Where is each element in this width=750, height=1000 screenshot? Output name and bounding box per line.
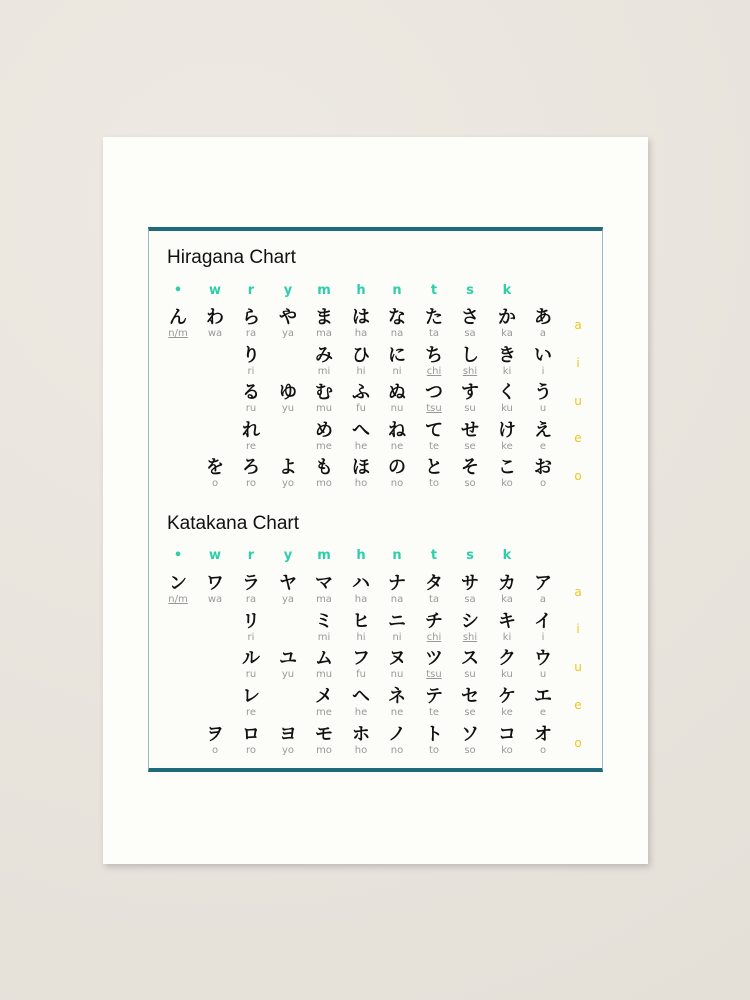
- kana-character: れ: [242, 420, 260, 441]
- kana-character: セ: [461, 686, 479, 707]
- kana-character: ま: [315, 307, 333, 328]
- kana-character: ち: [425, 345, 443, 366]
- romaji-label: se: [464, 707, 476, 718]
- romaji-label: yu: [281, 669, 295, 680]
- romaji-label: ra: [245, 594, 257, 605]
- romaji-label: i: [541, 632, 545, 643]
- romaji-label: o: [539, 745, 547, 756]
- romaji-label: ke: [501, 441, 513, 452]
- romaji-label: ma: [316, 594, 332, 605]
- kana-character: ひ: [352, 345, 370, 366]
- romaji-label: ha: [354, 328, 368, 339]
- vowel-label: u: [574, 660, 582, 674]
- romaji-label: ni: [392, 366, 402, 377]
- kana-character: あ: [534, 307, 552, 328]
- kana-character: え: [534, 420, 552, 441]
- kana-character: ゆ: [279, 382, 297, 403]
- romaji-label: ri: [247, 632, 255, 643]
- kana-character: め: [315, 420, 333, 441]
- romaji-label: to: [428, 745, 440, 756]
- kana-character: モ: [315, 724, 333, 745]
- romaji-label: re: [245, 441, 257, 452]
- kana-character: イ: [534, 611, 552, 632]
- kana-character: ヲ: [206, 724, 224, 745]
- kana-character: ヒ: [352, 611, 370, 632]
- kana-character: ん: [169, 307, 187, 328]
- chart-title: Katakana Chart: [167, 513, 300, 534]
- romaji-label: fu: [356, 669, 366, 680]
- romaji-label: ru: [245, 669, 257, 680]
- romaji-label: u: [539, 403, 547, 414]
- kana-character: り: [242, 345, 260, 366]
- vowel-label: e: [574, 698, 582, 712]
- vowel-label: i: [576, 622, 580, 636]
- consonant-header: n: [392, 548, 402, 563]
- consonant-header: t: [430, 548, 438, 563]
- kana-character: ニ: [388, 611, 406, 632]
- kana-character: よ: [279, 457, 297, 478]
- consonant-header: m: [317, 283, 331, 298]
- kana-character: ケ: [498, 686, 516, 707]
- kana-character: オ: [534, 724, 552, 745]
- romaji-label: chi: [426, 366, 442, 377]
- kana-character: ン: [169, 573, 187, 594]
- kana-character: ル: [242, 648, 260, 669]
- romaji-label: o: [211, 745, 219, 756]
- romaji-label: ta: [428, 594, 440, 605]
- kana-character: へ: [352, 420, 370, 441]
- romaji-label: na: [390, 328, 404, 339]
- vowel-label: e: [574, 431, 582, 445]
- kana-character: こ: [498, 457, 516, 478]
- kana-character: せ: [461, 420, 479, 441]
- consonant-header: w: [208, 283, 221, 298]
- kana-character: し: [461, 345, 479, 366]
- romaji-label: ra: [245, 328, 257, 339]
- kana-character: ワ: [206, 573, 224, 594]
- kana-character: み: [315, 345, 333, 366]
- romaji-label: tsu: [426, 669, 442, 680]
- romaji-label: re: [245, 707, 257, 718]
- kana-character: ハ: [352, 573, 370, 594]
- kana-character: ヌ: [388, 648, 406, 669]
- kana-character: ヨ: [279, 724, 297, 745]
- romaji-label: mu: [315, 403, 333, 414]
- kana-character: は: [352, 307, 370, 328]
- kana-character: チ: [425, 611, 443, 632]
- kana-character: ア: [534, 573, 552, 594]
- kana-character: タ: [425, 573, 443, 594]
- romaji-label: me: [316, 441, 332, 452]
- kana-character: か: [498, 307, 516, 328]
- romaji-label: ho: [354, 478, 368, 489]
- romaji-label: ki: [502, 632, 512, 643]
- vowel-label: a: [574, 585, 582, 599]
- kana-character: メ: [315, 686, 333, 707]
- kana-character: ヤ: [279, 573, 297, 594]
- kana-character: お: [534, 457, 552, 478]
- kana-character: す: [461, 382, 479, 403]
- consonant-header: r: [247, 283, 255, 298]
- kana-character: ネ: [388, 686, 406, 707]
- consonant-header: h: [356, 283, 366, 298]
- romaji-label: me: [316, 707, 332, 718]
- romaji-label: no: [390, 745, 404, 756]
- romaji-label: sa: [464, 328, 476, 339]
- romaji-label: a: [539, 594, 547, 605]
- romaji-label: mu: [315, 669, 333, 680]
- kana-character: カ: [498, 573, 516, 594]
- kana-character: ト: [425, 724, 443, 745]
- romaji-label: ko: [501, 745, 513, 756]
- romaji-label: o: [211, 478, 219, 489]
- kana-character: ツ: [425, 648, 443, 669]
- vowel-label: i: [576, 356, 580, 370]
- kana-character: そ: [461, 457, 479, 478]
- romaji-label: sa: [464, 594, 476, 605]
- romaji-label: nu: [390, 669, 404, 680]
- kana-character: キ: [498, 611, 516, 632]
- consonant-header: n: [392, 283, 402, 298]
- consonant-header: •: [173, 548, 183, 563]
- romaji-label: he: [354, 707, 368, 718]
- romaji-label: o: [539, 478, 547, 489]
- romaji-label: mo: [316, 745, 332, 756]
- romaji-label: na: [390, 594, 404, 605]
- kana-character: ク: [498, 648, 516, 669]
- kana-character: エ: [534, 686, 552, 707]
- romaji-label: shi: [462, 632, 478, 643]
- kana-character: や: [279, 307, 297, 328]
- consonant-header: h: [356, 548, 366, 563]
- romaji-label: ne: [390, 707, 404, 718]
- kana-character: う: [534, 382, 552, 403]
- kana-character: に: [388, 345, 406, 366]
- kana-character: ろ: [242, 457, 260, 478]
- kana-character: け: [498, 420, 516, 441]
- kana-character: さ: [461, 307, 479, 328]
- romaji-label: mi: [317, 366, 331, 377]
- romaji-label: ku: [501, 669, 513, 680]
- consonant-header: y: [283, 283, 293, 298]
- kana-character: む: [315, 382, 333, 403]
- kana-character: ノ: [388, 724, 406, 745]
- kana-character: ホ: [352, 724, 370, 745]
- romaji-label: u: [539, 669, 547, 680]
- romaji-label: mi: [317, 632, 331, 643]
- consonant-header: k: [502, 548, 512, 563]
- kana-character: き: [498, 345, 516, 366]
- romaji-label: he: [354, 441, 368, 452]
- romaji-label: su: [464, 669, 476, 680]
- romaji-label: ku: [501, 403, 513, 414]
- romaji-label: ki: [502, 366, 512, 377]
- romaji-label: yu: [281, 403, 295, 414]
- romaji-label: no: [390, 478, 404, 489]
- romaji-label: to: [428, 478, 440, 489]
- kana-character: て: [425, 420, 443, 441]
- romaji-label: ya: [281, 328, 295, 339]
- romaji-label: so: [464, 745, 476, 756]
- romaji-label: e: [539, 441, 547, 452]
- kana-character: リ: [242, 611, 260, 632]
- romaji-label: te: [428, 441, 440, 452]
- consonant-header: •: [173, 283, 183, 298]
- romaji-label: ha: [354, 594, 368, 605]
- romaji-label: ta: [428, 328, 440, 339]
- romaji-label: ro: [245, 745, 256, 756]
- kana-character: ウ: [534, 648, 552, 669]
- romaji-label: wa: [207, 594, 223, 605]
- romaji-label: ya: [281, 594, 295, 605]
- romaji-label: su: [464, 403, 476, 414]
- romaji-label: ri: [247, 366, 255, 377]
- kana-character: ぬ: [388, 382, 406, 403]
- vowel-label: u: [574, 394, 582, 408]
- romaji-label: tsu: [426, 403, 442, 414]
- romaji-label: wa: [207, 328, 223, 339]
- romaji-label: i: [541, 366, 545, 377]
- kana-character: コ: [498, 724, 516, 745]
- kana-character: く: [498, 382, 516, 403]
- romaji-label: hi: [356, 632, 366, 643]
- consonant-header: t: [430, 283, 438, 298]
- romaji-label: ko: [501, 478, 513, 489]
- kana-character: ラ: [242, 573, 260, 594]
- kana-character: テ: [425, 686, 443, 707]
- consonant-header: s: [466, 283, 474, 298]
- kana-character: サ: [461, 573, 479, 594]
- romaji-label: ho: [354, 745, 368, 756]
- romaji-label: yo: [281, 478, 295, 489]
- kana-character: る: [242, 382, 260, 403]
- kana-character: ソ: [461, 724, 479, 745]
- romaji-label: nu: [390, 403, 404, 414]
- romaji-label: mo: [316, 478, 332, 489]
- kana-character: フ: [352, 648, 370, 669]
- kana-character: い: [534, 345, 552, 366]
- romaji-label: n/m: [168, 328, 188, 339]
- romaji-label: so: [464, 478, 476, 489]
- consonant-header: k: [502, 283, 512, 298]
- kana-character: ね: [388, 420, 406, 441]
- kana-character: な: [388, 307, 406, 328]
- kana-character: ミ: [315, 611, 333, 632]
- romaji-label: a: [539, 328, 547, 339]
- romaji-label: se: [464, 441, 476, 452]
- kana-character: わ: [206, 307, 224, 328]
- kana-character: と: [425, 457, 443, 478]
- romaji-label: yo: [281, 745, 295, 756]
- romaji-label: hi: [356, 366, 366, 377]
- romaji-label: ro: [245, 478, 256, 489]
- romaji-label: chi: [426, 632, 442, 643]
- vowel-label: o: [574, 736, 582, 750]
- kana-character: つ: [425, 382, 443, 403]
- kana-character: ム: [315, 648, 333, 669]
- kana-character: シ: [461, 611, 479, 632]
- vowel-label: a: [574, 318, 582, 332]
- consonant-header: m: [317, 548, 331, 563]
- romaji-label: ke: [501, 707, 513, 718]
- consonant-header: w: [208, 548, 221, 563]
- romaji-label: ne: [390, 441, 404, 452]
- vowel-label: o: [574, 469, 582, 483]
- romaji-label: te: [428, 707, 440, 718]
- kana-character: レ: [242, 686, 260, 707]
- kana-character: ふ: [352, 382, 370, 403]
- kana-character: マ: [315, 573, 333, 594]
- kana-character: の: [388, 457, 406, 478]
- romaji-label: ma: [316, 328, 332, 339]
- kana-character: ヘ: [352, 686, 370, 707]
- kana-character: ス: [461, 648, 479, 669]
- romaji-label: n/m: [168, 594, 188, 605]
- chart-title: Hiragana Chart: [167, 247, 296, 268]
- kana-character: ユ: [279, 648, 297, 669]
- kana-character: ナ: [388, 573, 406, 594]
- romaji-label: ka: [501, 328, 513, 339]
- consonant-header: y: [283, 548, 293, 563]
- kana-character: も: [315, 457, 333, 478]
- kana-character: た: [425, 307, 443, 328]
- kana-character: ほ: [352, 457, 370, 478]
- romaji-label: shi: [462, 366, 478, 377]
- kana-character: ら: [242, 307, 260, 328]
- kana-character: を: [206, 457, 224, 478]
- consonant-header: r: [247, 548, 255, 563]
- romaji-label: ru: [245, 403, 257, 414]
- romaji-label: ni: [392, 632, 402, 643]
- romaji-label: e: [539, 707, 547, 718]
- consonant-header: s: [466, 548, 474, 563]
- romaji-label: fu: [356, 403, 366, 414]
- kana-character: ロ: [242, 724, 260, 745]
- romaji-label: ka: [501, 594, 513, 605]
